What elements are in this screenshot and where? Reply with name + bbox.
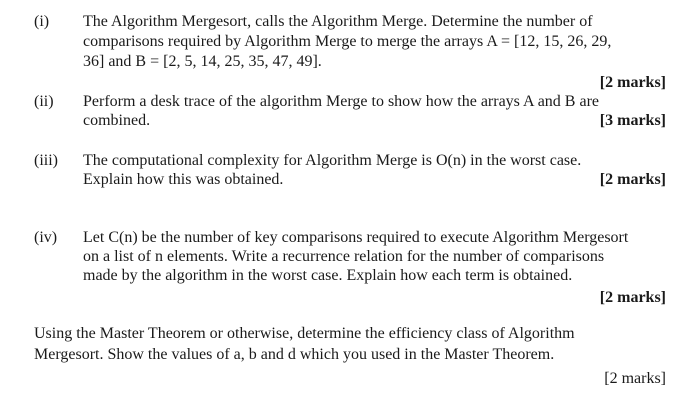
- question-number-ii: (ii): [34, 93, 54, 110]
- question-i-line-3: 36] and B = [2, 5, 14, 25, 35, 47, 49].: [83, 53, 322, 70]
- question-i-line-2: comparisons required by Algorithm Merge to merge the arrays A = [12, 15, 26, 29,: [83, 33, 612, 50]
- question-ii-line-1: Perform a desk trace of the algorithm Merge to show how the arrays A and B are: [83, 93, 599, 110]
- question-iv-line-3: made by the algorithm in the worst case. Explain how each term is obtained.: [83, 267, 573, 284]
- question-ii-marks: [3 marks]: [599, 112, 666, 129]
- question-iii-line-2: Explain how this was obtained.: [83, 171, 284, 188]
- question-i-line-1: The Algorithm Mergesort, calls the Algorithm Merge. Determine the number of: [83, 13, 593, 30]
- question-iv-line-1: Let C(n) be the number of key comparisons required to execute Algorithm Mergesort: [83, 229, 629, 246]
- question-iv-marks: [2 marks]: [599, 289, 666, 306]
- question-number-iv: (iv): [34, 229, 58, 246]
- final-question-line-2: Mergesort. Show the values of a, b and d which you used in the Master Theorem.: [34, 346, 555, 363]
- final-question-line-1: Using the Master Theorem or otherwise, determine the efficiency class of Algorithm: [34, 325, 575, 342]
- question-iii-line-1: The computational complexity for Algorithm Merge is O(n) in the worst case.: [83, 152, 582, 169]
- question-ii-line-2: combined.: [83, 112, 151, 129]
- question-i-marks: [2 marks]: [599, 74, 666, 91]
- final-question-marks: [2 marks]: [604, 370, 666, 387]
- question-number-iii: (iii): [34, 152, 58, 169]
- question-number-i: (i): [34, 13, 50, 30]
- question-iv-line-2: on a list of n elements. Write a recurrence relation for the number of comparisons: [83, 248, 605, 265]
- question-iii-marks: [2 marks]: [599, 171, 666, 188]
